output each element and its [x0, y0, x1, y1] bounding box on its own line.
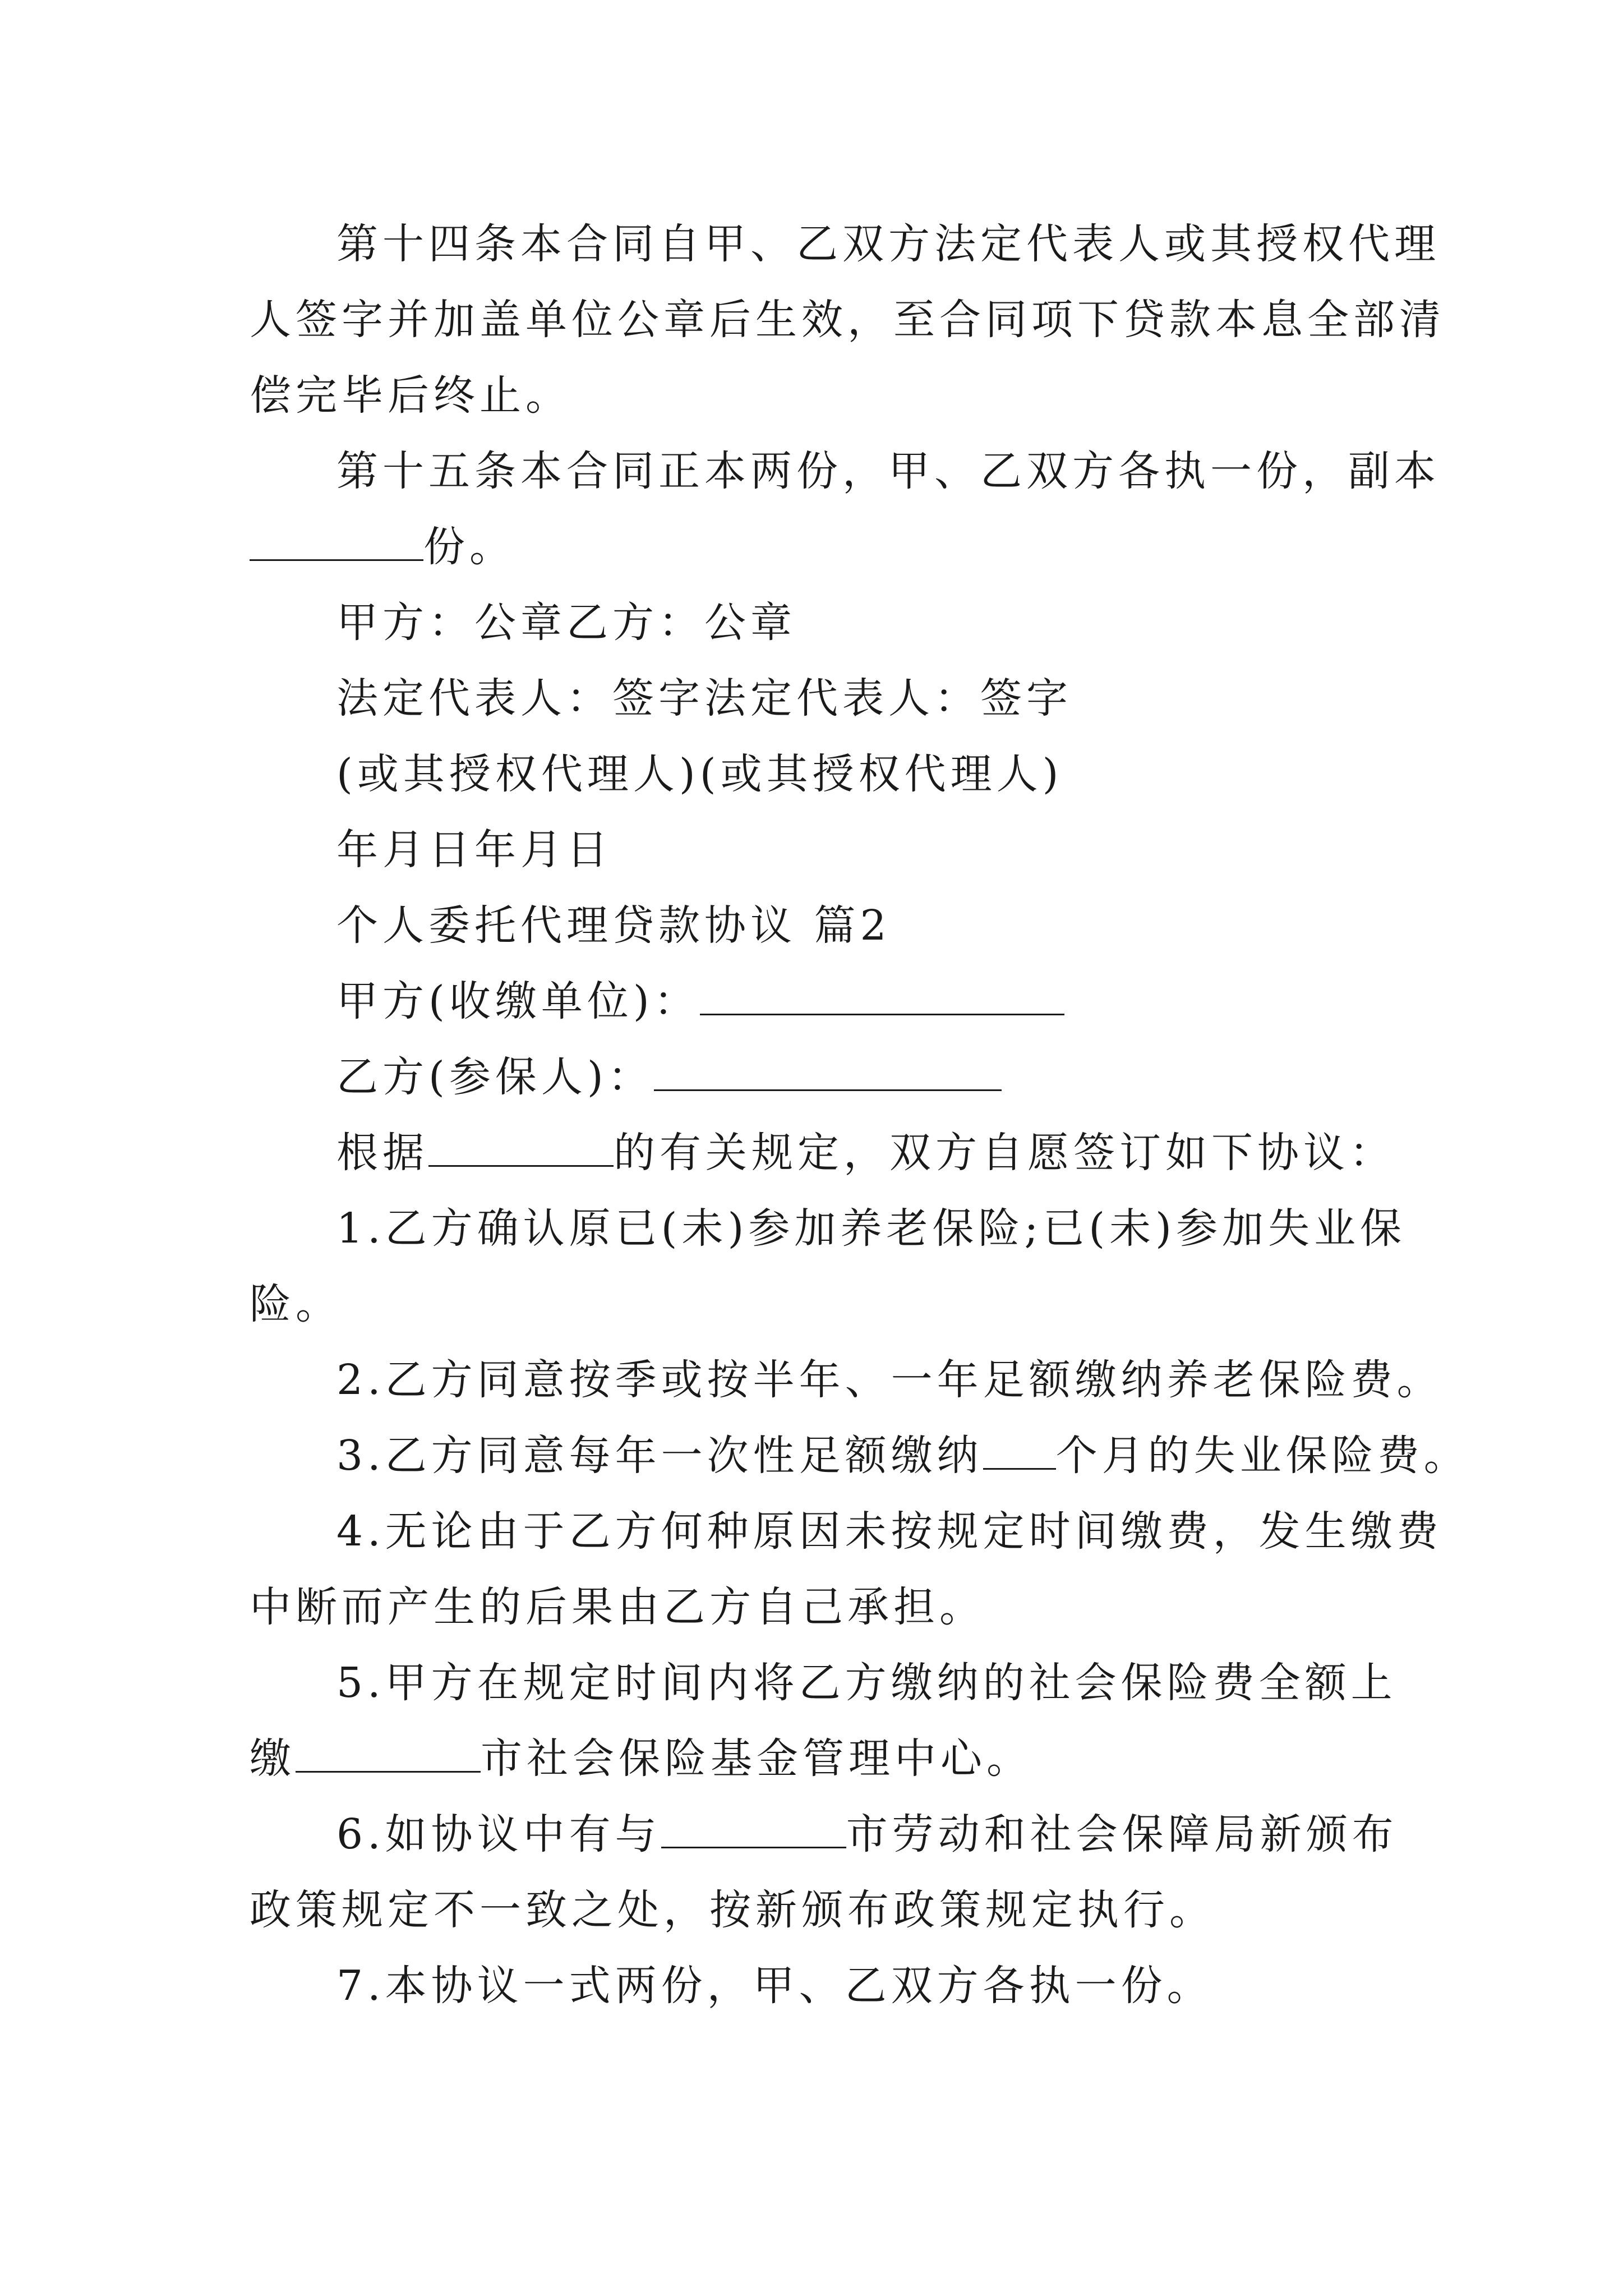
party-b-line — [336, 1049, 1002, 1105]
item-5-prefix: 缴 — [250, 1734, 296, 1783]
article-14-line-3: 偿完毕后终止。 — [250, 371, 571, 420]
item-6-line-2: 政策规定不一致之处，按新颁布政策规定执行。 — [250, 1886, 1215, 1934]
item-4-line-2: 中断而产生的后果由乙方自己承担。 — [250, 1583, 985, 1631]
article-14-line-1: 第十四条本合同自甲、乙双方法定代表人或其授权代理 — [336, 220, 1440, 268]
item-3 — [336, 1428, 1470, 1484]
date-line: 年月日年月日 — [336, 826, 612, 874]
item-7: 7.本协议一式两份，甲、乙双方各执一份。 — [336, 1962, 1213, 2010]
item-6-line-1 — [336, 1806, 1398, 1862]
seal-line: 甲方：公章乙方：公章 — [336, 599, 796, 647]
item-6-prefix: 6.如协议中有与 — [336, 1810, 661, 1858]
basis-prefix: 根据 — [336, 1129, 428, 1177]
item-3-prefix: 3.乙方同意每年一次性足额缴纳 — [336, 1432, 983, 1480]
item-5-suffix: 市社会保险基金管理中心。 — [481, 1734, 1032, 1783]
basis-blank[interactable] — [428, 1126, 614, 1167]
city-blank-2[interactable] — [661, 1807, 846, 1848]
copies-blank[interactable] — [250, 520, 423, 561]
article-15-line-1: 第十五条本合同正本两份，甲、乙双方各执一份，副本 — [336, 447, 1440, 495]
city-blank-1[interactable] — [296, 1732, 481, 1773]
item-1-line-1: 1.乙方确认原已(未)参加养老保险;已(未)参加失业保 — [336, 1204, 1407, 1253]
section-title-2: 个人委托代理贷款协议 篇2 — [336, 901, 891, 950]
party-a-line — [336, 973, 1064, 1029]
party-b-label: 乙方(参保人)： — [336, 1053, 654, 1101]
article-14-line-2: 人签字并加盖单位公章后生效，至合同项下贷款本息全部清 — [250, 296, 1445, 344]
item-3-suffix: 个月的失业保险费。 — [1055, 1432, 1470, 1480]
agent-line: (或其授权代理人)(或其授权代理人) — [336, 750, 1063, 798]
item-1-line-2: 险。 — [250, 1280, 342, 1328]
item-5-line-1: 5.甲方在规定时间内将乙方缴纳的社会保险费全额上 — [336, 1659, 1397, 1707]
item-4-line-1: 4.无论由于乙方何种原因未按规定时间缴费，发生缴费 — [336, 1507, 1443, 1556]
article-15-line-2 — [250, 519, 515, 575]
party-a-label: 甲方(收缴单位)： — [336, 977, 700, 1025]
party-b-blank[interactable] — [654, 1050, 1002, 1091]
party-a-blank[interactable] — [700, 974, 1064, 1015]
signature-line: 法定代表人：签字法定代表人：签字 — [336, 674, 1072, 723]
months-blank[interactable] — [983, 1429, 1056, 1470]
basis-suffix: 的有关规定，双方自愿签订如下协议： — [614, 1129, 1395, 1177]
basis-line — [336, 1125, 1395, 1181]
item-6-suffix: 市劳动和社会保障局新颁布 — [846, 1810, 1398, 1858]
item-5-line-2 — [250, 1731, 1032, 1787]
article-15-suffix: 份。 — [423, 523, 515, 571]
item-2: 2.乙方同意按季或按半年、一年足额缴纳养老保险费。 — [336, 1356, 1443, 1404]
